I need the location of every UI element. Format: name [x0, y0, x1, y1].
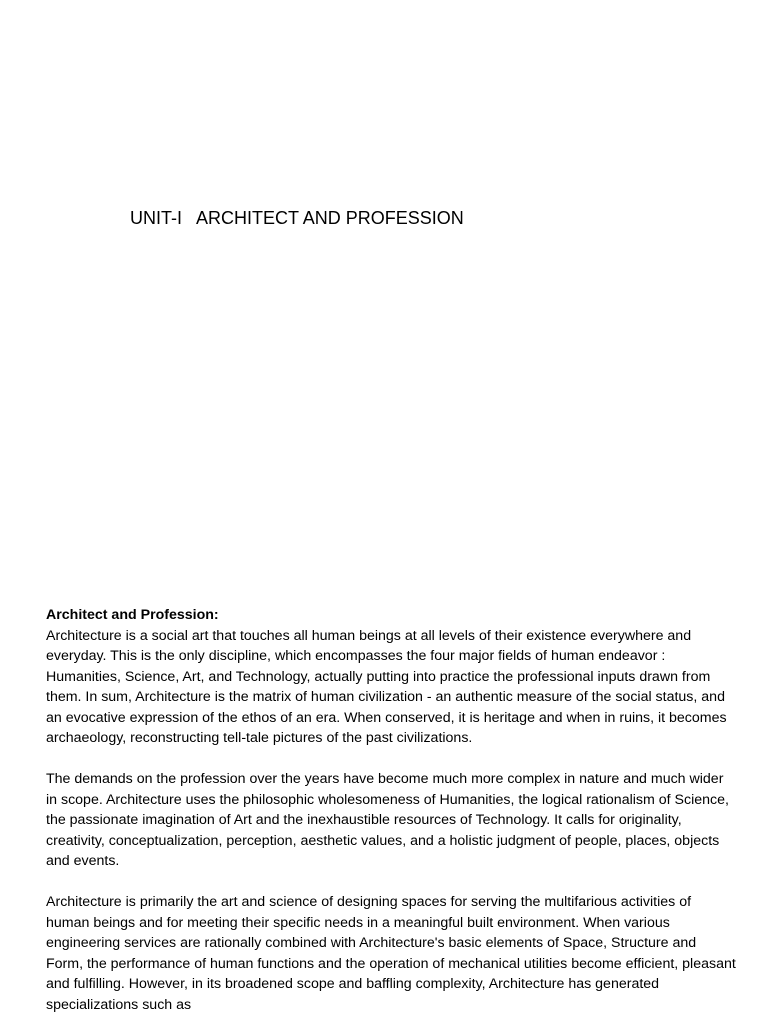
unit-title: UNIT-I ARCHITECT AND PROFESSION: [130, 208, 464, 228]
section-heading: Architect and Profession:: [46, 607, 219, 623]
paragraph: The demands on the profession over the years have become much more complex in nature and much wider in scope. Architecture uses the philosophic wholesomeness of Humanities, the logical rationalism of Science, the passionate imagination of Art and the inexhaustible resources of Technology. It calls for originality, creativity, conceptualization, perception, aesthetic values, and a holistic judgment of people, places, objects and events.: [46, 771, 729, 869]
section-body: [46, 605, 736, 1024]
paragraph: Architecture is a social art that touches all human beings at all levels of their existence everywhere and everyday. This is the only discipline, which encompasses the four major fields of human endeavor : Humanities, Science, Art, and Technology, actually putting into practice the professional inputs drawn from them. In sum, Architecture is the matrix of human civilization - an authentic measure of the social status, and an evocative expression of the ethos of an era. When conserved, it is heritage and when in ruins, it becomes archaeology, reconstructing tell-tale pictures of the past civilizations.: [46, 627, 727, 746]
paragraph: Architecture is primarily the art and science of designing spaces for serving the multifarious activities of human beings and for meeting their specific needs in a meaningful built environment. When various engineering services are rationally combined with Architecture's basic elements of Space, Structure and Form, the performance of human functions and the operation of mechanical utilities become efficient, pleasant and fulfilling. However, in its broadened scope and baffling complexity, Architecture has generated specializations such as: [46, 894, 736, 1013]
